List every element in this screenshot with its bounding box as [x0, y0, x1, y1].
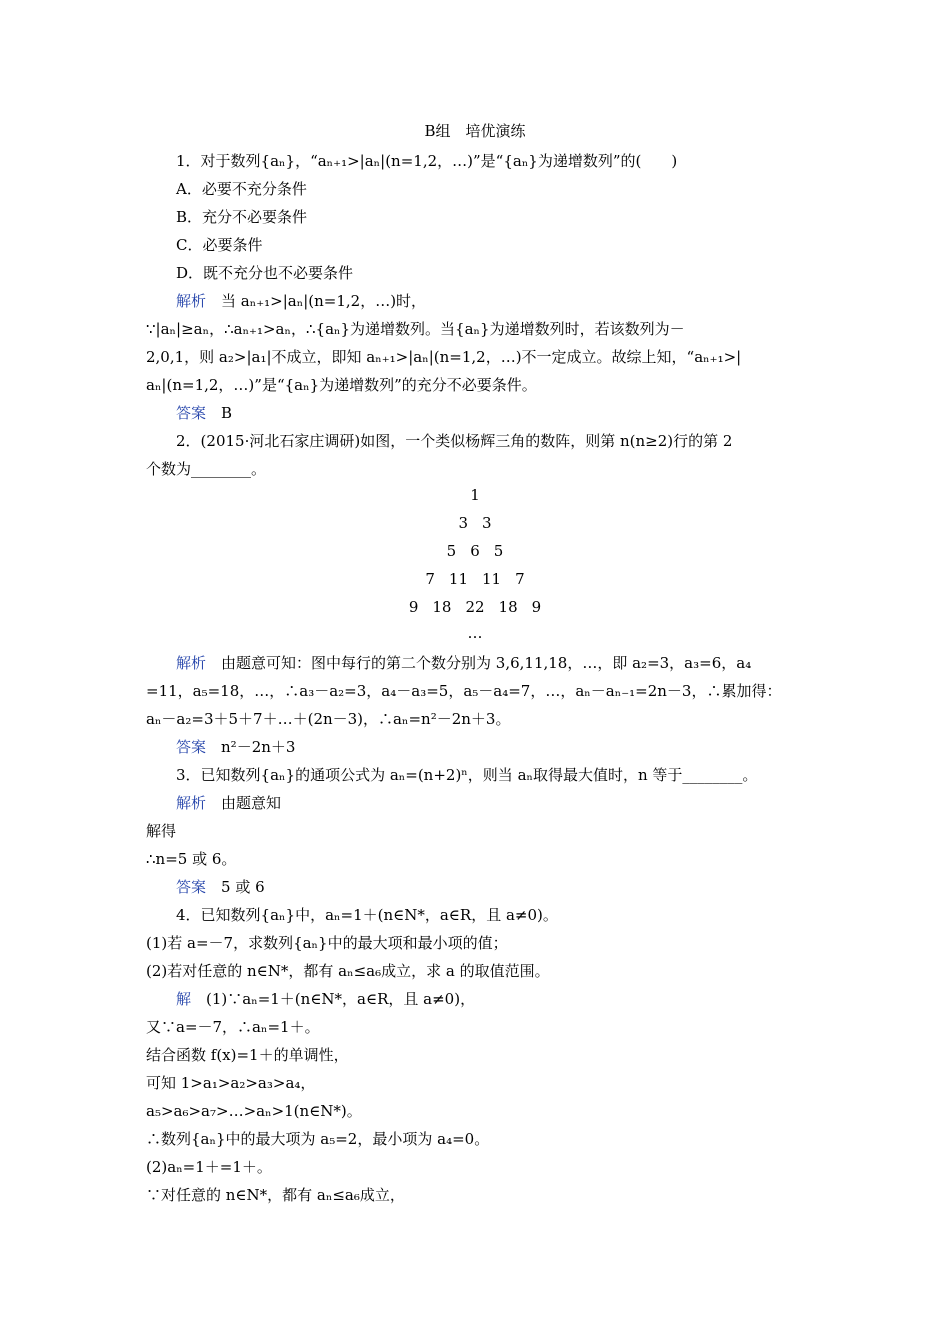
triangle-cell: 22: [465, 598, 485, 616]
text-line-s3l2: [146, 820, 176, 842]
text-line-q4: [176, 904, 558, 926]
line-text: 由题意可知：图中每行的第二个数分别为 3,6,11,18，…，即 a₂=3，a₃=6，a₄: [206, 654, 752, 672]
line-text: ∵对任意的 n∈N*，都有 aₙ≤a₆成立，: [146, 1186, 405, 1204]
line-text: 可知 1>a₁>a₂>a₃>a₄，: [146, 1074, 316, 1092]
text-line-s4l8: [146, 1184, 405, 1206]
line-text: (2)aₙ=1＋=1＋。: [146, 1158, 272, 1176]
answer-label: 解析: [176, 654, 207, 672]
text-line-a1: [176, 402, 232, 424]
text-line-q4p1: [146, 932, 508, 954]
line-text: aₙ|(n=1,2，…)”是“{aₙ}为递增数列”的充分不必要条件。: [146, 376, 537, 394]
line-text: 5 或 6: [206, 878, 265, 896]
answer-label: 答案: [176, 738, 207, 756]
triangle-cell: 6: [470, 542, 480, 560]
line-text: n²－2n＋3: [206, 738, 296, 756]
triangle-row-3: [0, 540, 950, 562]
line-text: A．必要不充分条件: [176, 180, 307, 198]
text-line-q1a: [176, 178, 307, 200]
line-text: =11，a₅=18，…，∴a₃－a₂=3，a₄－a₃=5，a₅－a₄=7，…，aₙ－aₙ₋₁=2n－3，∴累加得：: [146, 682, 782, 700]
line-text: 当 aₙ₊₁>|aₙ|(n=1,2，…)时，: [206, 292, 427, 310]
text-line-s2l2: [146, 680, 781, 702]
triangle-cell: 3: [458, 514, 468, 532]
text-line-s1l4: [146, 374, 537, 396]
line-text: (1)∵aₙ=1＋(n∈N*，a∈R，且 a≠0)，: [191, 990, 476, 1008]
triangle-cell: 11: [448, 570, 468, 588]
text-line-s4l4: [146, 1072, 315, 1094]
line-text: C．必要条件: [176, 236, 263, 254]
triangle-row-6: [0, 622, 950, 644]
text-line-s4l5: [146, 1100, 362, 1122]
triangle-cell: 11: [482, 570, 502, 588]
line-text: 2．(2015·河北石家庄调研)如图，一个类似杨辉三角的数阵，则第 n(n≥2)行的第 2: [176, 432, 733, 450]
triangle-cell: 3: [482, 514, 492, 532]
line-text: 又∵a=－7，∴aₙ=1＋。: [146, 1018, 320, 1036]
line-text: B．充分不必要条件: [176, 208, 308, 226]
text-line-s2l3: [146, 708, 510, 730]
triangle-cell: 9: [531, 598, 542, 616]
triangle-cell: 7: [515, 570, 525, 588]
text-line-s4l1: [176, 988, 475, 1010]
line-text: D．既不充分也不必要条件: [176, 264, 354, 282]
answer-label: 解析: [176, 292, 207, 310]
line-text: 个数为________。: [146, 460, 267, 478]
answer-label: 答案: [176, 404, 207, 422]
text-line-q1b: [176, 206, 307, 228]
text-line-q3: [176, 764, 757, 786]
text-line-q2l1: [176, 430, 732, 452]
line-text: ∵|aₙ|≥aₙ，∴aₙ₊₁>aₙ，∴{aₙ}为递增数列。当{aₙ}为递增数列时，若该数列为－: [146, 320, 685, 338]
triangle-row-1: [0, 484, 950, 506]
text-line-s4l3: [146, 1044, 349, 1066]
triangle-cell: 5: [493, 542, 504, 560]
line-text: 结合函数 f(x)=1＋的单调性，: [146, 1046, 349, 1064]
text-line-q1: [176, 150, 677, 172]
text-line-s1l1: [176, 290, 426, 312]
line-text: 3．已知数列{aₙ}的通项公式为 aₙ=(n+2)ⁿ，则当 aₙ取得最大值时，n 等于________。: [176, 766, 758, 784]
text-line-q2l2: [146, 458, 266, 480]
line-text: 2,0,1，则 a₂>|a₁|不成立，即知 aₙ₊₁>|aₙ|(n=1,2，…)不一定成立。故综上知，“aₙ₊₁>|: [146, 348, 742, 366]
triangle-cell: 18: [498, 598, 518, 616]
line-text: a₅>a₆>a₇>…>aₙ>1(n∈N*)。: [146, 1102, 362, 1120]
triangle-row-2: [0, 512, 950, 534]
text-line-s3l3: [146, 848, 236, 870]
triangle-cell: 1: [470, 486, 480, 504]
line-text: 由题意知: [206, 794, 282, 812]
triangle-cell: 5: [446, 542, 457, 560]
text-line-q4p2: [146, 960, 550, 982]
section-title: B组 培优演练: [424, 122, 526, 140]
triangle-row-4: [0, 568, 950, 590]
triangle-row-5: [0, 596, 950, 618]
line-text: 1．对于数列{aₙ}，“aₙ₊₁>|aₙ|(n=1,2，…)”是“{aₙ}为递增数列”的( ): [176, 152, 678, 170]
text-line-a2: [176, 736, 295, 758]
triangle-cell: 7: [425, 570, 435, 588]
line-text: ∴n=5 或 6。: [146, 850, 237, 868]
text-line-s4l7: [146, 1156, 272, 1178]
line-text: aₙ－a₂=3＋5＋7＋…＋(2n－3)，∴aₙ=n²－2n＋3。: [146, 710, 511, 728]
triangle-cell: 9: [408, 598, 419, 616]
line-text: B: [206, 404, 233, 422]
line-text: ∴数列{aₙ}中的最大项为 a₅=2，最小项为 a₄=0。: [146, 1130, 490, 1148]
text-line-q1c: [176, 234, 262, 256]
line-text: (1)若 a=－7，求数列{aₙ}中的最大项和最小项的值；: [146, 934, 508, 952]
text-line-s2l1: [176, 652, 751, 674]
line-text: (2)若对任意的 n∈N*，都有 aₙ≤a₆成立，求 a 的取值范围。: [146, 962, 550, 980]
triangle-cell: …: [467, 624, 483, 642]
triangle-cell: 18: [432, 598, 452, 616]
answer-label: 解: [176, 990, 192, 1008]
text-line-s4l2: [146, 1016, 320, 1038]
text-line-s1l3: [146, 346, 741, 368]
line-text: 解得: [146, 822, 177, 840]
answer-label: 答案: [176, 878, 207, 896]
text-line-s4l6: [146, 1128, 489, 1150]
text-line-q1d: [176, 262, 353, 284]
text-line-s3l1: [176, 792, 281, 814]
text-line-a3: [176, 876, 265, 898]
line-text: 4．已知数列{aₙ}中，aₙ=1＋(n∈N*，a∈R，且 a≠0)。: [176, 906, 558, 924]
text-line-s1l2: [146, 318, 685, 340]
answer-label: 解析: [176, 794, 207, 812]
